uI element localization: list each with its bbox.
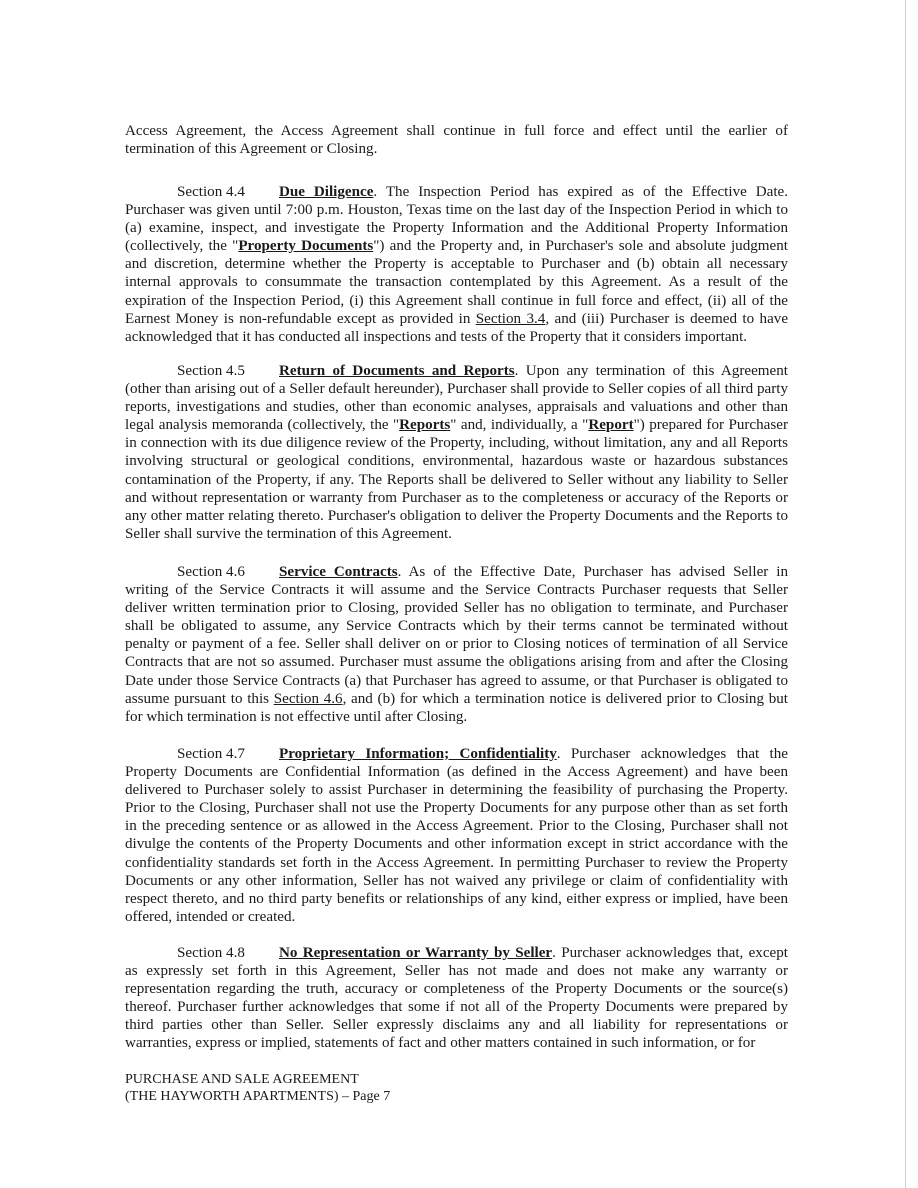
defined-term: Reports	[399, 417, 451, 434]
defined-term: Proprietary Information; Confidentiality	[279, 746, 557, 762]
body-text: . Upon any termination of this Agreement (other than arising out of a Seller default hereunder), Purchaser shall provide to Seller copies of all third party reports, investigations and studies, other than economic analyses, appraisals and valuations and other than legal analysis memoranda (collectively, the "	[125, 363, 788, 434]
section-paragraph	[125, 183, 788, 346]
section-paragraph	[125, 745, 788, 926]
section-number: Section 4.6	[177, 564, 245, 580]
defined-term: Property Documents	[238, 238, 374, 255]
body-text: . Purchaser acknowledges that the Property Documents are Confidential Information (as defined in the Access Agreement) and have been delivered to Purchaser solely to assist Purchaser in determining the feasibility of purchasing the Property. Prior to the Closing, Purchaser shall not use the Property Documents for any purpose other than as set forth in the preceding sentence or as allowed in the Access Agreement. Prior to the Closing, Purchaser shall not divulge the contents of the Property Documents and other information except in strict accordance with the confidentiality standards set forth in the Access Agreement. In permitting Purchaser to review the Property Documents or any other information, Seller has not waived any privilege or claim of confidentiality with respect thereto, and no third party benefits or relationships of any kind, either express or implied, have been offered, intended or created.	[125, 746, 788, 925]
body-text: ") and the Property and, in Purchaser's sole and absolute judgment and discretion, determine whether the Property is acceptable to Purchaser and (b) obtain all necessary internal approvals to consummate the transaction contemplated by this Agreement. As a result of the expiration of the Inspection Period, (i) this Agreement shall continue in full force and effect, (ii) all of the Earnest Money is non-refundable except as provided in	[125, 238, 788, 327]
section-number: Section 4.5	[177, 363, 245, 379]
section-paragraph	[125, 563, 788, 726]
defined-term: Return of Documents and Reports	[279, 363, 515, 379]
body-text: . Purchaser acknowledges that, except as expressly set forth in this Agreement, Seller has not made and does not make any warranty or representation regarding the truth, accuracy or completeness of the Property Documents or the source(s) thereof. Purchaser further acknowledges that some if not all of the Property Documents were prepared by third parties other than Seller. Seller expressly disclaims any and all liability for representations or warranties, express or implied, statements of fact and other matters contained in such information, or for	[125, 945, 788, 1052]
body-text: " and, individually, a "	[450, 417, 589, 434]
section-paragraph	[125, 944, 788, 1053]
section-number: Section 4.4	[177, 184, 245, 200]
section-number: Section 4.8	[177, 945, 245, 961]
body-text: , and (iii) Purchaser is deemed to have acknowledged that it has conducted all inspections and tests of the Property that it considers important.	[125, 310, 789, 345]
footer-subtitle-page: (THE HAYWORTH APARTMENTS) – Page 7	[125, 1089, 391, 1104]
defined-term: Service Contracts	[279, 564, 398, 580]
body-text: , and (b) for which a termination notice is delivered prior to Closing but for which termination is not effective until after Closing.	[125, 690, 788, 725]
section-number: Section 4.7	[177, 746, 245, 762]
body-text: . As of the Effective Date, Purchaser has advised Seller in writing of the Service Contracts it will assume and the Service Contracts Purchaser requests that Seller deliver written termination prior to Closing, provided Seller has no obligation to terminate, and Purchaser shall be obligated to assume, any Service Contracts which by their terms cannot be terminated without penalty or payment of a fee. Seller shall deliver on or prior to Closing notices of termination of all Service Contracts that are not so assumed. Purchaser must assume the obligations arising from and after the Closing Date under those Service Contracts (a) that Purchaser has agreed to assume, or that Purchaser is obligated to assume pursuant to this	[125, 564, 789, 707]
section-reference: Section 3.4	[475, 310, 546, 327]
continued-paragraph	[125, 122, 788, 158]
defined-term: Report	[588, 417, 634, 434]
scan-edge-line	[905, 0, 906, 1188]
body-text: Access Agreement, the Access Agreement shall continue in full force and effect until the earlier of termination of this Agreement or Closing.	[125, 123, 788, 158]
section-paragraph	[125, 362, 788, 543]
defined-term: Due Diligence	[279, 184, 374, 200]
footer-title: PURCHASE AND SALE AGREEMENT	[125, 1072, 359, 1087]
body-text: ") prepared for Purchaser in connection with its due diligence review of the Property, including, without limitation, any and all Reports involving structural or geological conditions, environmental, hazardous waste or hazardous substances contamination of the Property, if any. The Reports shall be delivered to Seller without any liability to Seller and without representation or warranty from Purchaser as to the completeness or accuracy of the Reports or any other matter relating thereto. Purchaser's obligation to deliver the Property Documents and the Reports to Seller shall survive the termination of this Agreement.	[125, 417, 788, 542]
defined-term: No Representation or Warranty by Seller	[279, 945, 553, 961]
body-text: . The Inspection Period has expired as of the Effective Date. Purchaser was given until 7:00 p.m. Houston, Texas time on the last day of the Inspection Period in which to (a) examine, inspect, and investigate the Property Information and the Additional Property Information (collectively, the "	[125, 184, 788, 255]
section-reference: Section 4.6	[273, 690, 343, 707]
page-footer	[125, 1071, 390, 1105]
